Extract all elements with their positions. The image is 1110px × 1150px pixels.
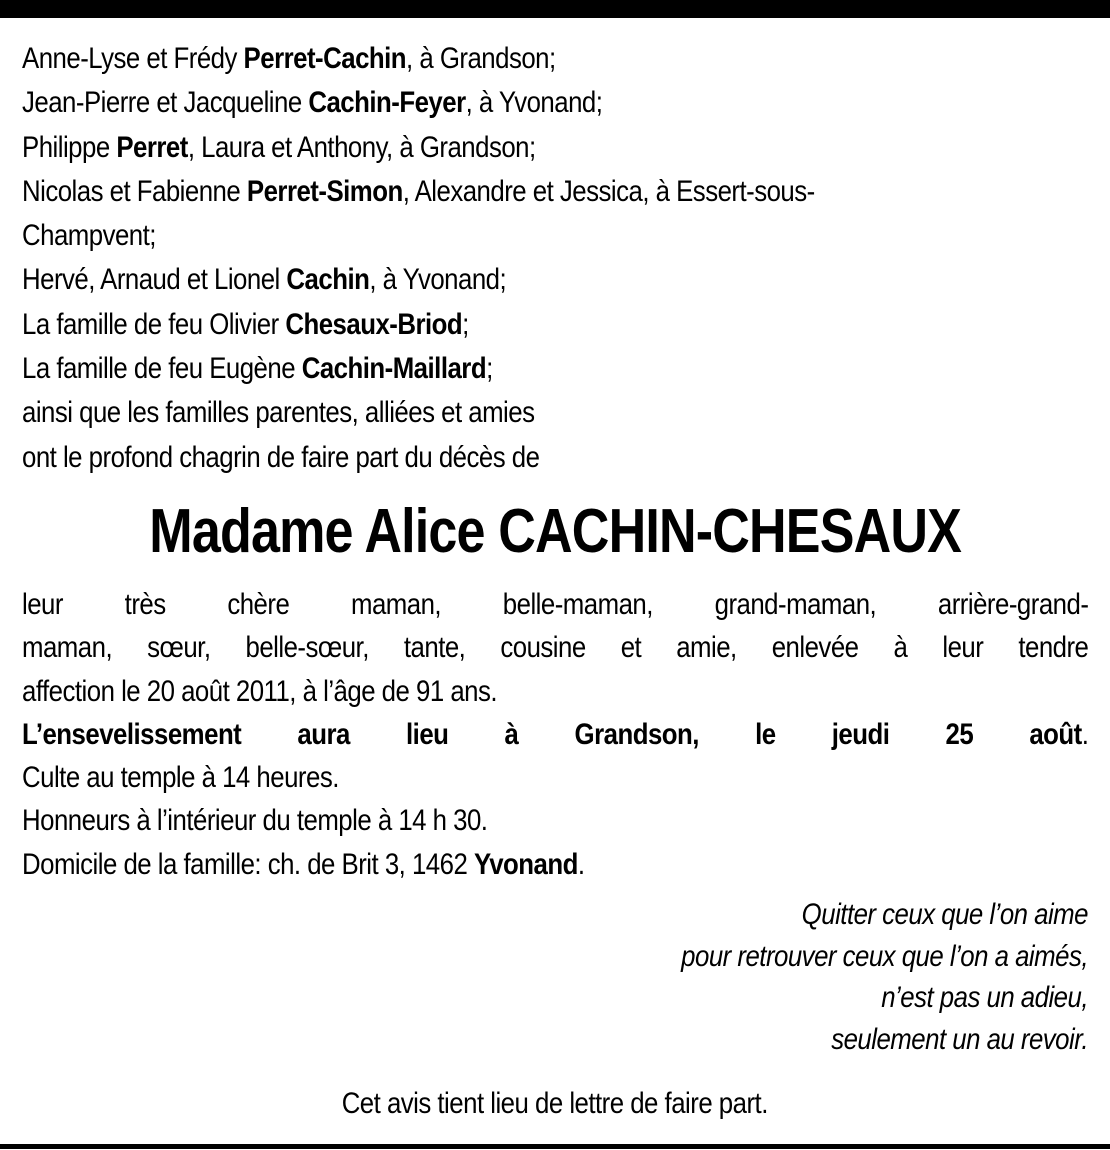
tribute-line: leur très chère maman, belle-maman, grand-maman, arrière-grand-: [22, 588, 1089, 621]
family-line: Jean-Pierre et Jacqueline Cachin-Feyer, à Yvonand;: [22, 86, 603, 120]
family-line: ainsi que les familles parentes, alliées et amies: [22, 396, 535, 430]
quote-line: pour retrouver ceux que l’on a aimés,: [681, 939, 1088, 973]
quote-line: n’est pas un adieu,: [881, 981, 1088, 1014]
burial-details: L’ensevelissement aura lieu à Grandson, le jeudi 25 août: [22, 717, 1082, 751]
footer-text: Cet avis tient lieu de lettre de faire part.: [341, 1087, 769, 1120]
service-line: Culte au temple à 14 heures.: [22, 761, 339, 795]
family-line: La famille de feu Olivier Chesaux-Briod;: [22, 307, 469, 341]
honours-line: Honneurs à l’intérieur du temple à 14 h 30.: [22, 804, 488, 838]
family-line: La famille de feu Eugène Cachin-Maillard;: [22, 352, 493, 386]
family-line: Nicolas et Fabienne Perret-Simon, Alexandre et Jessica, à Essert-sous-: [22, 174, 815, 208]
family-line: ont le profond chagrin de faire part du décès de: [22, 440, 540, 474]
burial-line: L’ensevelissement aura lieu à Grandson, le jeudi 25 août.: [22, 717, 1089, 751]
footer-note: [0, 1082, 1110, 1126]
deceased-name-heading: [0, 496, 1110, 568]
family-line: Anne-Lyse et Frédy Perret-Cachin, à Grandson;: [22, 42, 556, 75]
domicile-line: Domicile de la famille: ch. de Brit 3, 1462 Yvonand.: [22, 847, 585, 881]
family-line: Champvent;: [22, 219, 156, 253]
bottom-border-rule: [0, 1144, 1110, 1149]
quote-line: seulement un au revoir.: [831, 1022, 1088, 1056]
tribute-line: affection le 20 août 2011, à l’âge de 91 ans.: [22, 674, 498, 708]
family-list: [22, 37, 1088, 480]
deceased-name: Madame Alice CACHIN-CHESAUX: [149, 497, 961, 566]
quote-line: Quitter ceux que l’on aime: [801, 898, 1088, 931]
memorial-quote: [56, 894, 1088, 1060]
announcement-body: [22, 583, 1088, 886]
family-line: Hervé, Arnaud et Lionel Cachin, à Yvonand;: [22, 263, 507, 297]
tribute-line: maman, sœur, belle-sœur, tante, cousine et amie, enlevée à leur tendre: [22, 631, 1089, 665]
top-border-rule: [0, 0, 1110, 18]
family-line: Philippe Perret, Laura et Anthony, à Grandson;: [22, 130, 536, 164]
